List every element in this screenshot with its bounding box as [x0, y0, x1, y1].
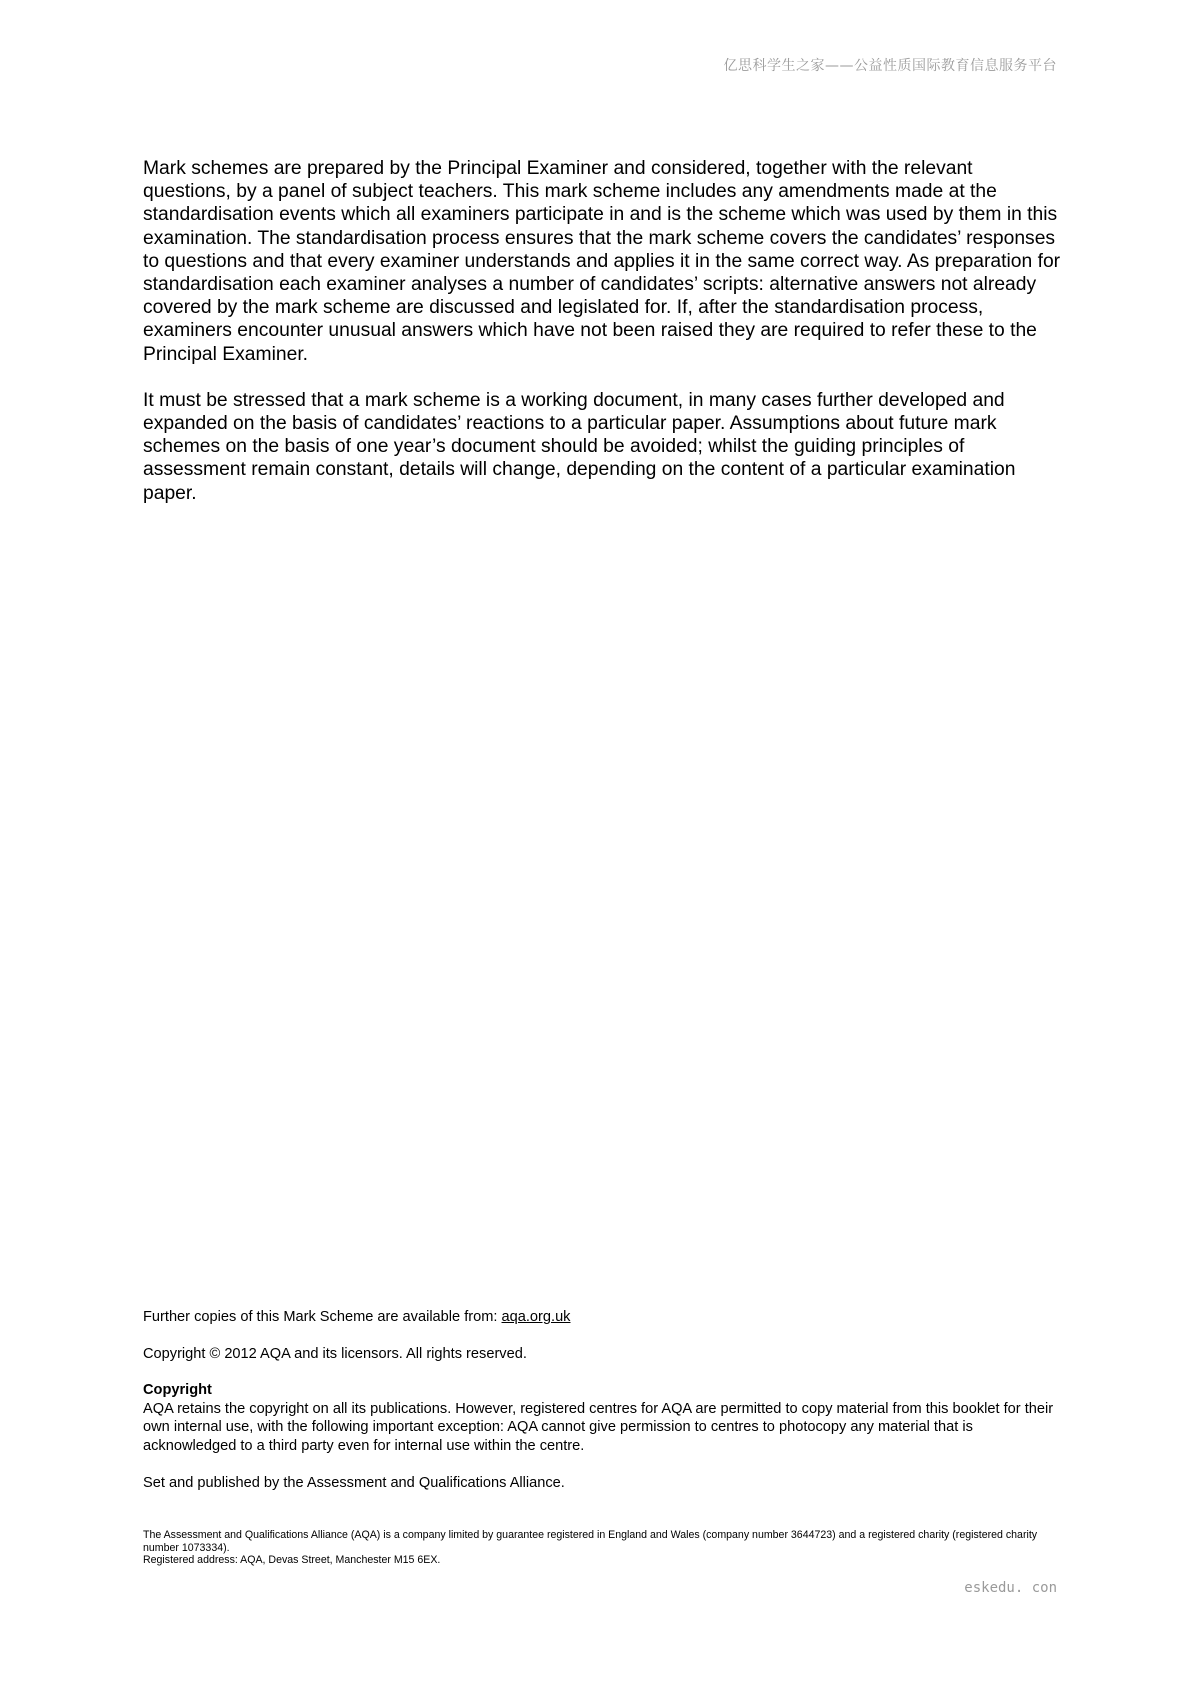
copyright-body: AQA retains the copyright on all its publications. However, registered centres for AQA are permitted to copy material from this booklet for their own internal use, with the following important exception: AQA cannot give permission to centres to photocopy any material that is acknowledged to a third party even for internal use within the centre.	[143, 1400, 1054, 1454]
copyright-heading: Copyright	[143, 1382, 212, 1399]
further-copies-text: Further copies of this Mark Scheme are available from:	[143, 1309, 502, 1325]
published-by: Set and published by the Assessment and Qualifications Alliance.	[143, 1474, 565, 1491]
copyright-line: Copyright © 2012 AQA and its licensors. All rights reserved.	[143, 1345, 527, 1362]
aqa-website-link[interactable]: aqa.org.uk	[501, 1309, 571, 1325]
footer-block	[143, 1308, 1063, 1492]
body-paragraph-1: Mark schemes are prepared by the Principal Examiner and considered, together with the relevant questions, by a panel of subject teachers. This mark scheme includes any amendments made at the standardisation events which all examiners participate in and is the scheme which was used by them in this examination. The standardisation process ensures that the mark scheme covers the candidates’ responses to questions and that every examiner understands and applies it in the same correct way. As preparation for standardisation each examiner analyses a number of candidates’ scripts: alternative answers not already covered by the mark scheme are discussed and legislated for. If, after the standardisation process, examiners encounter unusual answers which have not been raised they are required to refer these to the Principal Examiner.	[143, 158, 1061, 365]
further-copies-line	[143, 1308, 1063, 1327]
body-paragraph-2: It must be stressed that a mark scheme is a working document, in many cases further developed and expanded on the basis of candidates’ reactions to a particular paper. Assumptions about future mark schemes on the basis of one year’s document should be avoided; whilst the guiding principles of assessment remain constant, details will change, depending on the content of a particular examination paper.	[143, 389, 1016, 504]
registered-address: Registered address: AQA, Devas Street, Manchester M15 6EX.	[143, 1554, 441, 1567]
company-registration: The Assessment and Qualifications Alliance (AQA) is a company limited by guarantee registered in England and Wales (company number 3644723) and a registered charity (registered charity number 1073334).	[143, 1529, 1038, 1554]
main-body	[143, 157, 1063, 505]
fine-print	[143, 1529, 1063, 1567]
bottom-watermark: eskedu. con	[964, 1580, 1057, 1596]
header-watermark: 亿思科学生之家——公益性质国际教育信息服务平台	[723, 58, 1057, 74]
